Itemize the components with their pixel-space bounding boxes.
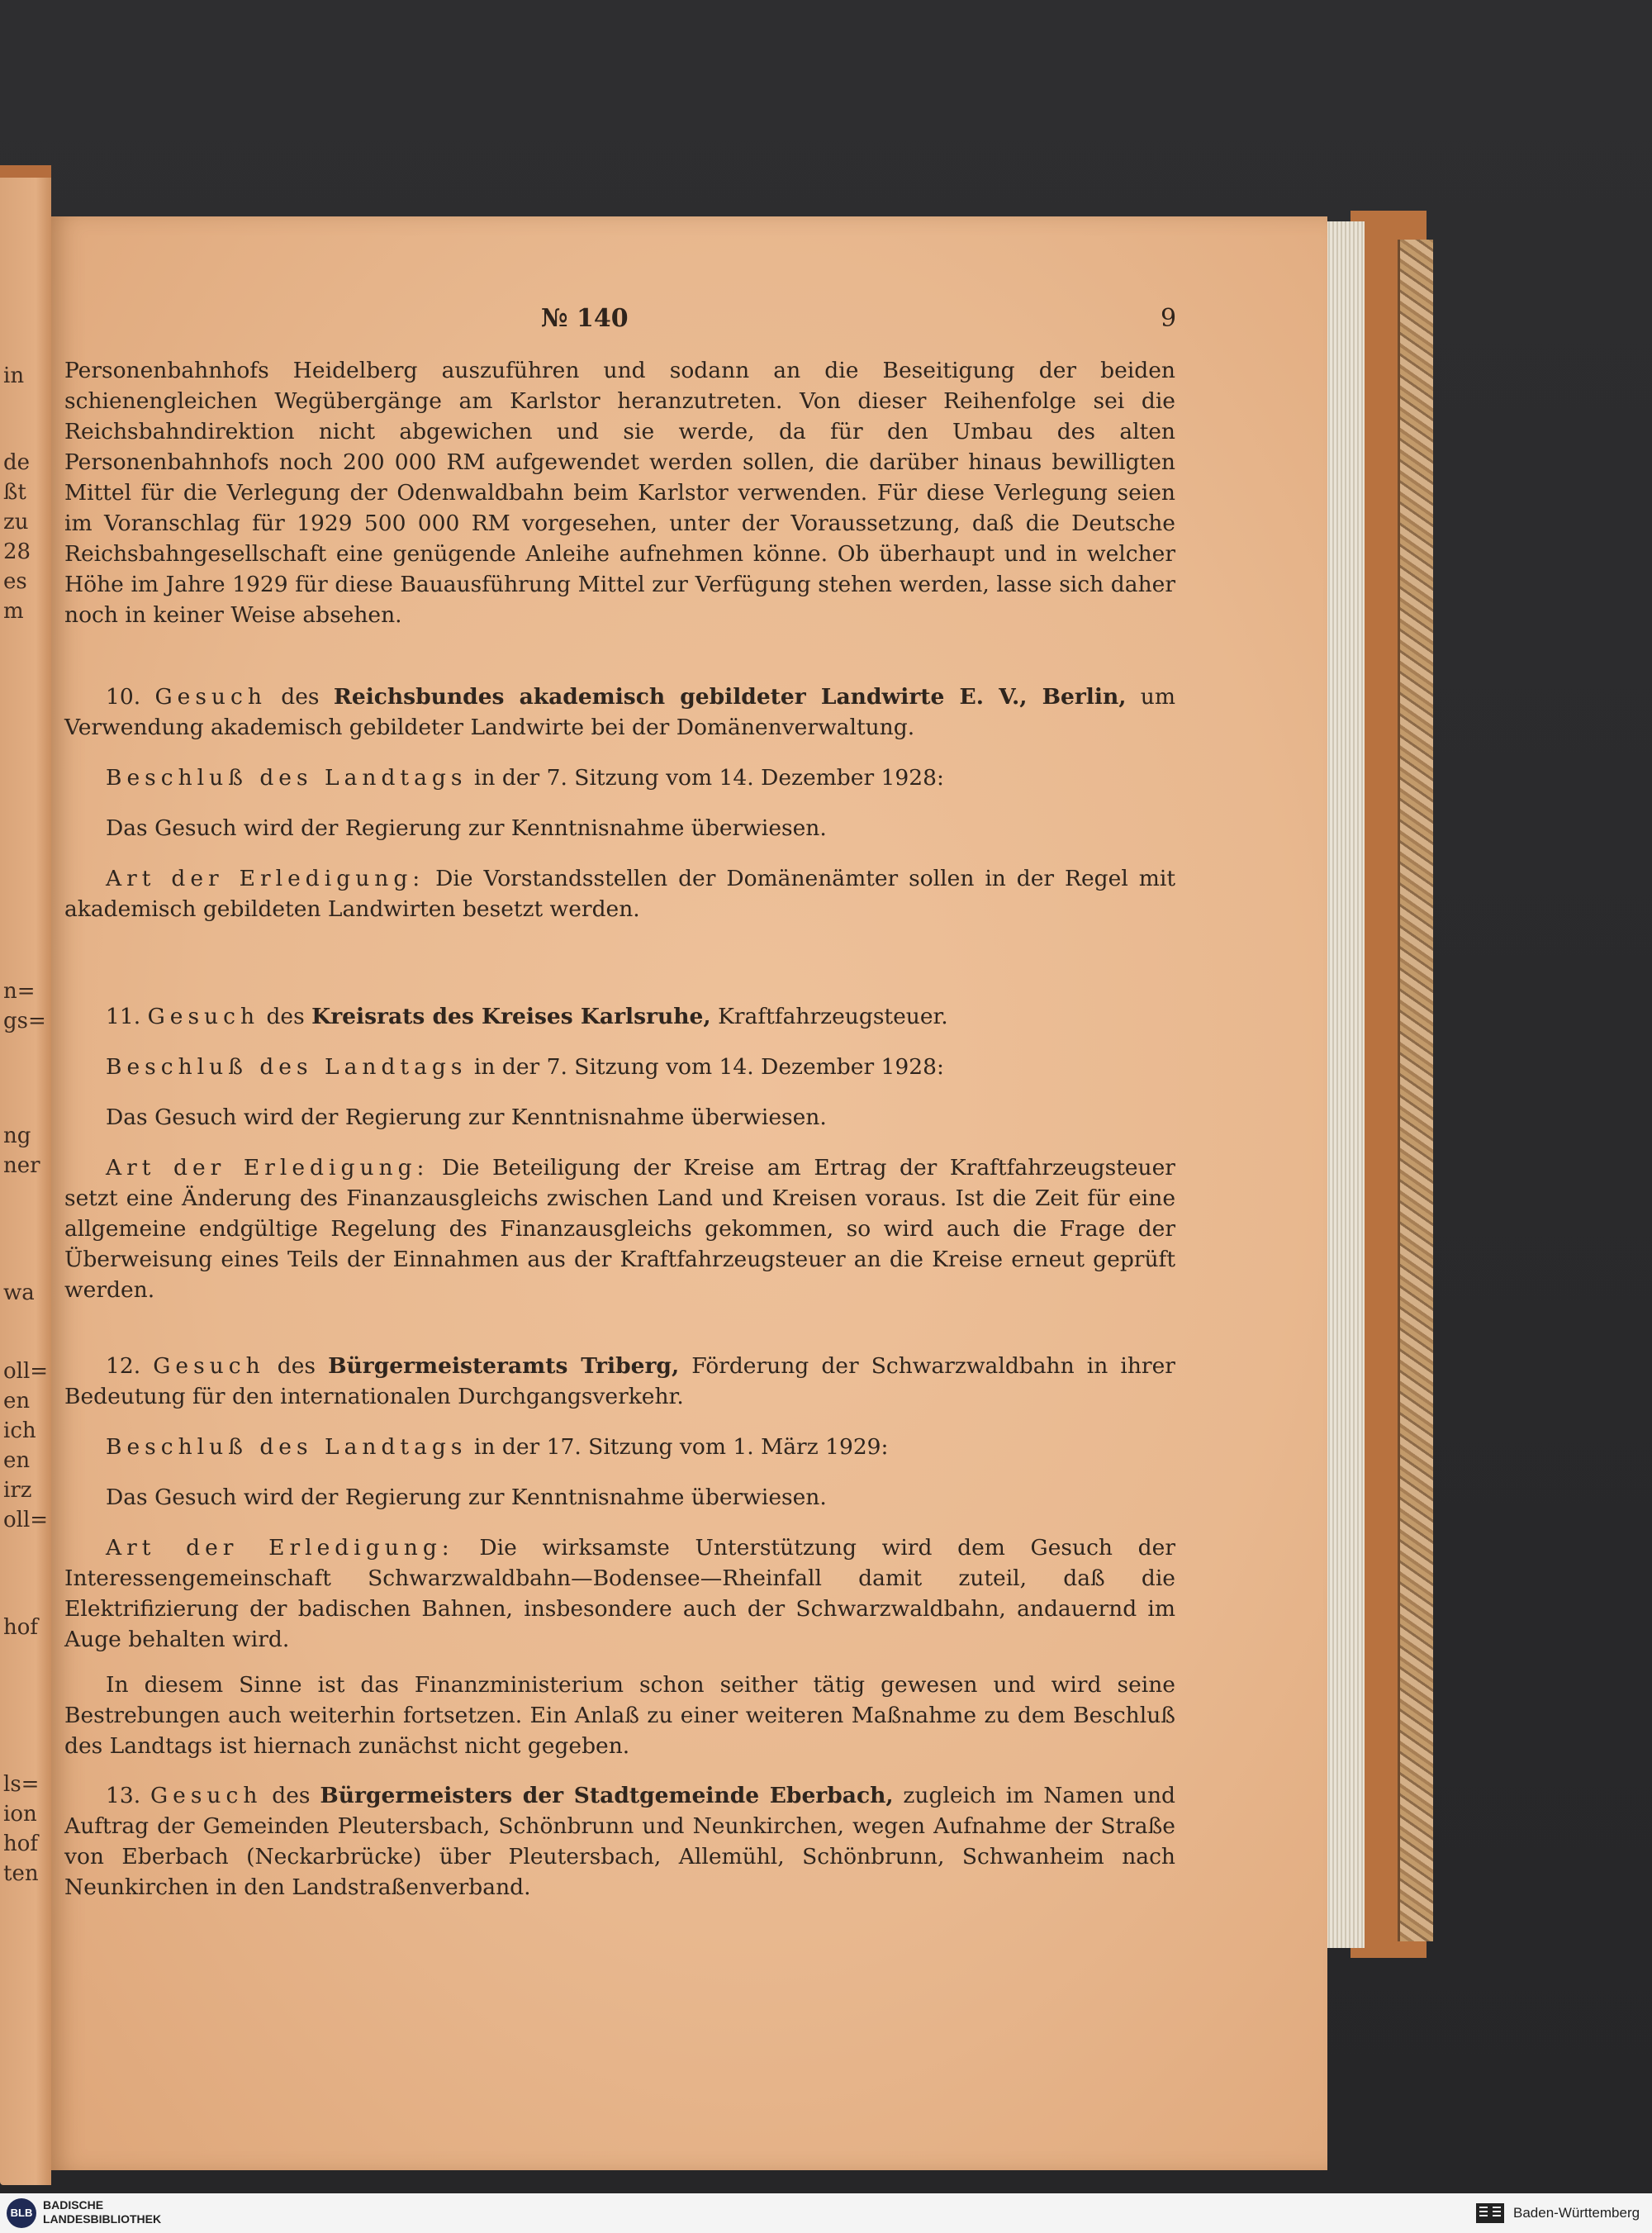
settlement-label: Art der Erledigung: [106,866,425,891]
petitioner: Bürgermeisteramts Triberg, [328,1353,680,1379]
margin-fragment: oll= [3,1359,49,1384]
settlement-text: Die Vorstandsstellen der Domänenämter sollen in der Regel mit akademisch gebildeten Landwirten besetzt werden. [64,866,1175,922]
paragraph-text: Personenbahnhofs Heidelberg auszuführen und sodann an die Beseitigung der beiden schienengleichen Wegübergänge am Karlstor heranzutreten. Von dieser Reihenfolge sei die Reichsbahndirektion nicht abgewichen und sie werde, da für den Umbau des alten Personenbahnhofs noch 200 000 RM aufgewendet werden sollen, die darüber hinaus bewilligten Mittel für die Verlegung der Odenwaldbahn beim Karlstor verwenden. Für diese Verlegung seien im Voranschlag für 1929 500 000 RM vorgesehen, unter der Voraussetzung, daß die Deutsche Reichsbahngesellschaft eine genügende Anleihe aufnehmen könne. Ob überhaupt und in welcher Höhe im Jahre 1929 für diese Bauausführung Mittel zur Verfügung stehen werden, lasse sich daher noch in keiner Weise absehen. [64,358,1175,628]
margin-fragment: es [3,569,27,594]
petition-item-10 [64,682,1175,924]
petition-heading [64,1780,1175,1903]
margin-fragment: irz [3,1478,32,1503]
petition-heading [64,1001,1175,1032]
resolution-line [64,763,1175,793]
resolution-label: Beschluß des Landtags [106,1434,468,1460]
margin-fragment: hof [3,1832,39,1856]
petition-subject: um Verwendung akademisch gebildeter Landwirte bei der Domänenverwaltung. [64,684,1175,740]
margin-fragment: ng [3,1124,31,1148]
margin-fragment: en [3,1448,31,1473]
margin-fragment: ten [3,1861,39,1886]
gesuch-label: Gesuch [154,684,267,710]
margin-fragment: gs= [3,1009,46,1033]
additional-paragraph: In diesem Sinne ist das Finanzministerium schon seither tätig gewesen und wird seine Bestrebungen auch weiterhin fortsetzen. Ein Anlaß zu einer weiteren Maßnahme zu dem Beschluß des Landtags ist hiernach zunächst nicht gegeben. [64,1672,1175,1759]
settlement-label: Art der Erledigung: [106,1535,454,1561]
item-number: 11. [106,1004,141,1029]
resolution-line [64,1432,1175,1462]
margin-fragment: m [3,599,24,624]
decision-text: Das Gesuch wird der Regierung zur Kenntnisnahme überwiesen. [106,815,827,841]
resolution-label: Beschluß des Landtags [106,1054,468,1080]
page-number: 9 [1161,304,1177,333]
gesuch-label: Gesuch [147,1004,260,1029]
margin-fragment: ner [3,1153,40,1178]
petition-subject: Kraftfahrzeugsteuer. [718,1004,948,1029]
margin-fragment: zu [3,510,29,534]
settlement-paragraph [64,1152,1175,1305]
resolution-line [64,1052,1175,1082]
settlement-text: Die Beteiligung der Kreise am Ertrag der Kraftfahrzeugsteuer setzt eine Änderung des Finanzausgleichs zwischen Land und Kreisen voraus. Ist die Zeit für eine allgemeine endgültige Regelung des Finanzausgleichs gekommen, so wird auch die Frage der Überweisung eines Teils der Einnahmen aus der Kraftfahrzeugsteuer an die Kreise erneut geprüft werden. [64,1155,1175,1303]
resolution-date: in der 17. Sitzung vom 1. März 1929: [473,1434,889,1460]
margin-fragment: hof [3,1615,39,1640]
gesuch-label: Gesuch [150,1783,263,1808]
petition-heading [64,1351,1175,1412]
blb-name[interactable] [43,2198,161,2226]
item-number: 10. [106,684,141,710]
item-number: 13. [106,1783,141,1808]
left-page-strip [0,178,51,2185]
margin-fragment: de [3,450,31,475]
settlement-paragraph [64,863,1175,924]
settlement-label: Art der Erledigung: [106,1155,430,1181]
settlement-text: Die wirksamste Unterstützung wird dem Gesuch der Interessengemeinschaft Schwarzwaldbahn—Bodensee—Rheinfall damit zuteil, daß die Elektrifizierung der badischen Bahnen, insbesondere auch der Schwarzwaldbahn, andauernd im Auge behalten wird. [64,1535,1175,1652]
marbled-spine [1398,240,1433,1941]
petition-heading [64,682,1175,743]
article: des [281,684,320,710]
continuation-paragraph [64,355,1175,630]
article: des [272,1783,311,1808]
petitioner: Bürgermeisters der Stadtgemeinde Eberbach, [320,1783,894,1808]
article: des [277,1353,316,1379]
resolution-date: in der 7. Sitzung vom 14. Dezember 1928: [473,765,944,791]
petition-item-13 [64,1780,1175,1903]
gesuch-label: Gesuch [153,1353,265,1379]
petitioner: Reichsbundes akademisch gebildeter Landwirte E. V., Berlin, [333,684,1127,710]
decision-text: Das Gesuch wird der Regierung zur Kenntnisnahme überwiesen. [106,1105,827,1130]
document-number: № 140 [541,304,629,333]
decision-text: Das Gesuch wird der Regierung zur Kenntnisnahme überwiesen. [106,1485,827,1510]
blb-line-2: LANDESBIBLIOTHEK [43,2212,162,2226]
blb-line-1: BADISCHE [43,2198,104,2212]
margin-fragment: ls= [3,1772,40,1797]
margin-fragment: ich [3,1418,36,1443]
petition-subject: Förderung der Schwarzwaldbahn in ihrer Bedeutung für den internationalen Durchgangsverkehr. [64,1353,1175,1409]
resolution-label: Beschluß des Landtags [106,765,468,791]
margin-fragment: in [3,363,25,388]
petition-subject: zugleich im Namen und Auftrag der Gemeinden Pleutersbach, Schönbrunn und Neunkirchen, wegen Aufnahme der Straße von Eberbach (Neckarbrücke) über Pleutersbach, Allemühl, Schönbrunn, Schwanheim nach Neunkirchen in den Landstraßenverband. [64,1783,1175,1900]
settlement-paragraph [64,1532,1175,1655]
margin-fragment: n= [3,979,36,1004]
margin-fragment: 28 [3,539,31,564]
viewer-footer [0,2193,1652,2233]
blb-logo[interactable]: BLB [7,2198,36,2228]
margin-fragment: oll= [3,1508,49,1532]
margin-fragment: wa [3,1280,35,1305]
baden-wuerttemberg-crest-icon[interactable] [1474,2200,1506,2226]
margin-fragment: ion [3,1802,37,1827]
resolution-date: in der 7. Sitzung vom 14. Dezember 1928: [473,1054,944,1080]
margin-fragment: en [3,1389,31,1413]
item-number: 12. [106,1353,141,1379]
petition-item-11 [64,1001,1175,1305]
petition-item-12 [64,1351,1175,1761]
margin-fragment: ßt [3,480,26,505]
baden-wuerttemberg-label[interactable]: Baden-Württemberg [1513,2205,1640,2221]
article: des [266,1004,305,1029]
petitioner: Kreisrats des Kreises Karlsruhe, [311,1004,711,1029]
